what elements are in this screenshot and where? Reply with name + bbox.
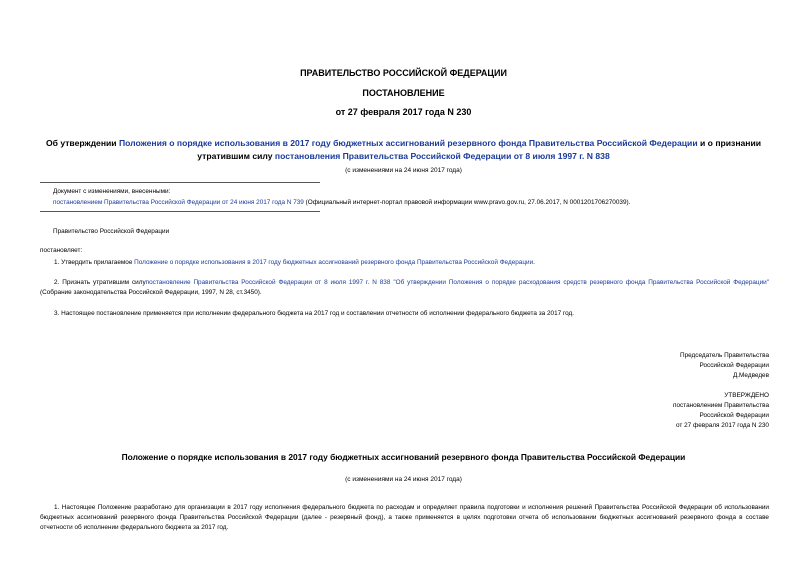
paragraph-2-suffix: (Собрание законодательства Российской Федерации, 1997, N 28, ст.3450).: [40, 289, 262, 296]
approval-line-4: от 27 февраля 2017 года N 230: [676, 422, 769, 429]
divider-top: [40, 182, 320, 183]
approval-line-1: УТВЕРЖДЕНО: [724, 392, 769, 399]
regulation-title: Положение о порядке использования в 2017 году бюджетных ассигнований резервного фонда Правительства Российской Федерации: [121, 452, 686, 462]
paragraph-1: [40, 258, 769, 268]
document-title: [40, 137, 767, 163]
title-prefix: Об утверждении: [45, 138, 119, 148]
signature-block: [680, 351, 769, 381]
approval-line-2: постановлением Правительства: [673, 402, 769, 409]
title-changes-note: (с изменениями на 24 июня 2017 года): [345, 167, 462, 174]
government-heading: ПРАВИТЕЛЬСТВО РОССИЙСКОЙ ФЕДЕРАЦИИ: [300, 68, 507, 78]
paragraph-3: 3. Настоящее постановление применяется при исполнении федерального бюджета на 2017 год и составлении отчетности об исполнении федерального бюджета за 2017 год.: [54, 310, 575, 317]
paragraph-1-prefix: 1. Утвердить прилагаемое: [54, 259, 135, 266]
regulation-link[interactable]: Положения о порядке использования в 2017 году бюджетных ассигнований резервного фонда Правительства Российской Федерации: [118, 138, 698, 148]
approval-block: [673, 391, 769, 431]
government-line: Правительство Российской Федерации: [53, 228, 170, 235]
regulation-paragraph-1: 1. Настоящее Положение разработано для организации в 2017 году исполнения федерального бюджета по расходам и определяет правила подготовки и исполнения решений Правительства Российской Федерации об использовании бюджетных ассигнований резервного фонда Правительства Российской Федерации (далее - резервный фонд), а также применяется в целях подготовки отчета об использовании бюджетных ассигнований резервного фонда в составе отчетности об исполнении федерального бюджета за 2017 год.: [40, 504, 769, 531]
decrees-word: постановляет:: [40, 247, 83, 254]
changes-note-source: (Официальный интернет-портал правовой информации www.pravo.gov.ru, 27.06.2017, N 0001201706270039).: [303, 199, 631, 206]
amending-decree-link[interactable]: постановлением Правительства Российской Федерации от 24 июня 2017 года N 739: [53, 199, 304, 206]
paragraph-1-link[interactable]: Положение о порядке использования в 2017 году бюджетных ассигнований резервного фонда Правительства Российской Федерации: [134, 259, 534, 266]
signature-line-2: Российской Федерации: [699, 362, 769, 369]
paragraph-1-suffix: .: [533, 259, 535, 266]
signature-line-3: Д.Медведев: [732, 372, 769, 379]
regulation-changes-note: (с изменениями на 24 июня 2017 года): [345, 476, 462, 483]
changes-note: [53, 186, 773, 208]
repealed-decree-link[interactable]: постановления Правительства Российской Федерации от 8 июля 1997 г. N 838: [274, 151, 610, 161]
signature-line-1: Председатель Правительства: [680, 352, 769, 359]
document-date-number: от 27 февраля 2017 года N 230: [335, 107, 472, 117]
title-middle: и о признании утратившим силу: [197, 138, 762, 161]
paragraph-2-prefix: 2. Признать утратившим силу: [54, 279, 146, 286]
document-type: ПОСТАНОВЛЕНИЕ: [362, 88, 445, 98]
divider-bottom: [40, 211, 320, 212]
changes-note-label: Документ с изменениями, внесенными:: [53, 188, 171, 195]
paragraph-2-link[interactable]: постановление Правительства Российской Федерации от 8 июля 1997 г. N 838 "Об утверждении Положения о порядке расходования средств резервного фонда Правительства Российской Федерации": [145, 279, 770, 286]
approval-line-3: Российской Федерации: [699, 412, 769, 419]
paragraph-2: [40, 278, 769, 298]
